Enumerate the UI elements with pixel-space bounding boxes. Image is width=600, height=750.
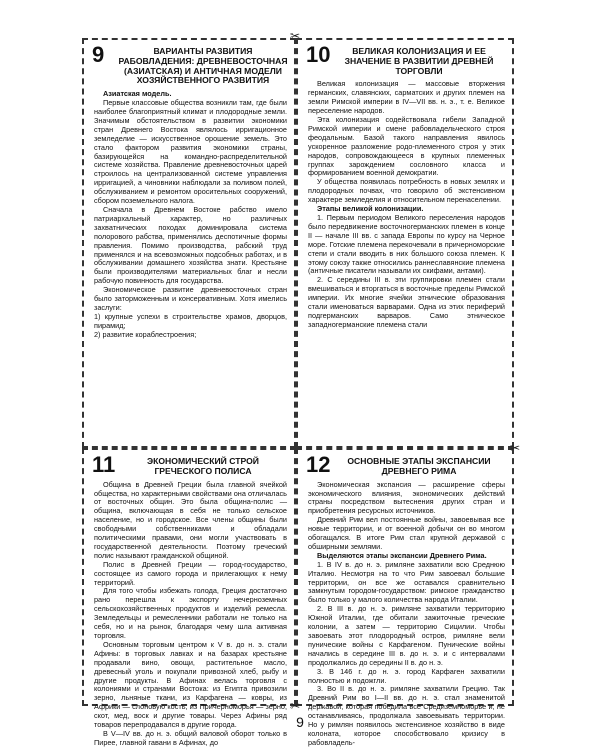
- paragraph: 1) крупные успехи в строительстве храмов, дворцов, пирамид;: [94, 311, 287, 330]
- paragraph: В V—IV вв. до н. э. общий валовой оборот только в Пирее, главной гавани в Афинах, до: [94, 728, 287, 747]
- paragraph: Экономическое развитие древневосточных стран было заторможенным и консервативным. Хотя имелись заслуги:: [94, 285, 287, 312]
- paragraph: 3. Во II в. до н. э. римляне захватили Грецию. Так Древний Рим во I—II вв. до н. э. стал знаменитой державой, которая победила все Средиземноморье и, не останавливаясь, продолжала завоевывать территории. Но у римлян появилось экстенсивное хозяйство в виде колоната, которое способствовало кризису в рабовладель-: [308, 684, 505, 747]
- card-header: [84, 450, 294, 479]
- card-body: [298, 78, 512, 440]
- card-number: 9: [92, 42, 105, 67]
- page-number: 9: [296, 714, 304, 730]
- paragraph: Полис в Древней Греции — город-государство, состоящее из самого города и прилегающих к нему территорий.: [94, 559, 287, 587]
- card-header: [84, 40, 294, 88]
- card-title: ЭКОНОМИЧЕСКИЙ СТРОЙ ГРЕЧЕСКОГО ПОЛИСА: [147, 456, 259, 476]
- card-title: ВЕЛИКАЯ КОЛОНИЗАЦИЯ И ЕЕ ЗНАЧЕНИЕ В РАЗВИТИИ ДРЕВНЕЙ ТОРГОВЛИ: [344, 46, 494, 76]
- paragraph: Основным торговым центром к V в. до н. э. стали Афины: в торговых лавках и на базарах крестьяне продавали вино, овощи, растительное масло, древесный уголь и покупали привозной хлеб, рыбу и другие продукты. В Афинах велась торговля с колониями и странами Востока: из Египта привозили зерно, льняные ткани, из Карфагена — ковры, из Африки — слоновую кость, из Причерноморья — зерно, скот, мед, воск и другие товары. Через Афины ряд товаров перепродавался в другие города.: [94, 639, 287, 730]
- card-9: [82, 38, 296, 448]
- card-title: ВАРИАНТЫ РАЗВИТИЯ РАБОВЛАДЕНИЯ: ДРЕВНЕВОСТОЧНАЯ (АЗИАТСКАЯ) И АНТИЧНАЯ МОДЕЛИ ХОЗЯЙСТВЕННОГО РАЗВИТИЯ: [118, 46, 288, 86]
- paragraph: Сначала в Древнем Востоке рабство имело патриархальный характер, но различных захватнических походах доминировала система полорового рабства, применялись деспотичные формы правления. Помимо производства, рабский труд применялся и на всевозможных подсобных работах, и в обслуживании домашнего хозяйства знати. Крестьяне были производителями материальных благ и несли рабочую повинность для государства.: [94, 204, 287, 286]
- card-body: [84, 88, 294, 450]
- card-number: 11: [92, 452, 116, 477]
- paragraph: 1. В IV в. до н. э. римляне захватили всю Среднюю Италию. Несмотря на то что Рим завоевал большие территории, он все же оставался сравнительно замкнутым городом-государством: римское гражданство было только у малого количества народа Италии.: [308, 559, 505, 605]
- paragraph: У общества появилась потребность в новых землях и плодородных почвах, что говорило об экстенсивном характере земледелия и относительном перенаселении.: [308, 177, 505, 205]
- card-header: [298, 40, 512, 78]
- card-body: [84, 479, 294, 747]
- paragraph: Эта колонизация содействовала гибели Западной Римской империи и смене рабовладельческого строя феодальным. Базой такого направления явилось ускоренное разложение родо-племенного строя у этих народов, сопровождающееся в крупных племенных группах зарождением сословного класса и формированием военной демократии.: [308, 115, 505, 178]
- paragraph: 2) развитие кораблестроения;: [94, 329, 197, 339]
- card-number: 10: [306, 42, 331, 67]
- paragraph: Для того чтобы избежать голода, Греция достаточно рано перешла к экспорту нечерноземных сельскохозяйственных продуктов и изделий ремесла. Земледельцы и ремесленники работали не только на себя, но и на рынок, благодаря чему шла активная торговля.: [94, 586, 287, 640]
- paragraph: 1. Первым периодом Великого переселения народов было передвижение восточногерманских племен в конце II — начале III вв. с запада Европы по курсу на Черное море. Готские племена перекочевали в причерноморские степи и стали вводить в них большого союза племен. К этому союзу также относились раннеславянские племена (античные писатели называли их скифами, антами).: [308, 212, 505, 276]
- paragraph: Община в Древней Греции была главной ячейкой общества, но характерными свойствами она отличалась от восточных общин. Это была община-полис — община, включающая в себя не только сельское население, но и городское. Все члены общины были свободными собственниками и обладали политическими правами, они могли участвовать в государственной деятельности. Поэтому греческий полис называют гражданской общиной.: [94, 479, 287, 560]
- card-10: [296, 38, 514, 448]
- paragraph: Древний Рим вел постоянные войны, завоевывая все новые территории, и от военной добычи он во многом обогащался. В итоге Рим стал крупной державой с обширными землями.: [308, 515, 505, 551]
- paragraph: Первые классовые общества возникли там, где были наиболее благоприятный климат и плодородные земли. Значимым обстоятельством в развитии экономики стран Древнего Востока являлось ирригационное земледелие — искусственное орошение земель. Это стало фактором развития экономики страны, базирующейся на командно-распределительной системе хозяйства. Правление древневосточных царей строилось на централизованной системе управления ирригацией, а чиновники наблюдали за поливом полей, обслуживанием и ремонтом оросительных сооружений, сбором поземельного налога.: [94, 98, 287, 206]
- scissors-icon: ✂: [290, 699, 301, 713]
- card-12: [296, 448, 514, 747]
- scissors-icon: ✂: [290, 29, 301, 43]
- paragraph: Азиатская модель.: [103, 89, 172, 99]
- card-header: [298, 450, 512, 479]
- paragraph: Этапы великой колонизации.: [317, 204, 424, 214]
- card-body: [298, 479, 512, 747]
- paragraph: Выделяются этапы экспансии Древнего Рима.: [317, 550, 487, 560]
- paragraph: 3. В 146 г. до н. э. город Карфаген захватили полностью и подожгли.: [308, 666, 505, 685]
- card-title: ОСНОВНЫЕ ЭТАПЫ ЭКСПАНСИИ ДРЕВНЕГО РИМА: [347, 456, 491, 476]
- paragraph: Экономическая экспансия — расширение сферы экономического влияния, экономических действий страны посредством вытеснения других стран и приобретения ресурсных источников.: [308, 479, 505, 516]
- scissors-icon: ✂: [510, 441, 521, 455]
- card-11: [82, 448, 296, 747]
- paragraph: 2. С середины III в. эти группировки племен стали вмешиваться и вторгаться в восточные пределы Римской империи. Их многие ячейки этнические образования стали именоваться варварами. Одна из этих периферий подгерманских варваров. Само этническое западногерманские племена стали: [308, 275, 505, 329]
- paragraph: Великая колонизация — массовые вторжения германских, славянских, сарматских и других племен на земли Римской империи в IV—VII вв. н. э., т. е. Великое переселение народов.: [308, 79, 505, 116]
- paragraph: 2. В III в. до н. э. римляне захватили территорию Южной Италии, где обитали зажиточные греческие колонии, а затем — территорию Сицилии. Чтобы завоевать этот плодородный остров, римляне вели пунические войны с Карфагеном. Пунические войны начались в середине III в. до н. э. и с интервалами продолжались до середины II в. до н. э.: [308, 604, 505, 667]
- card-number: 12: [306, 452, 331, 477]
